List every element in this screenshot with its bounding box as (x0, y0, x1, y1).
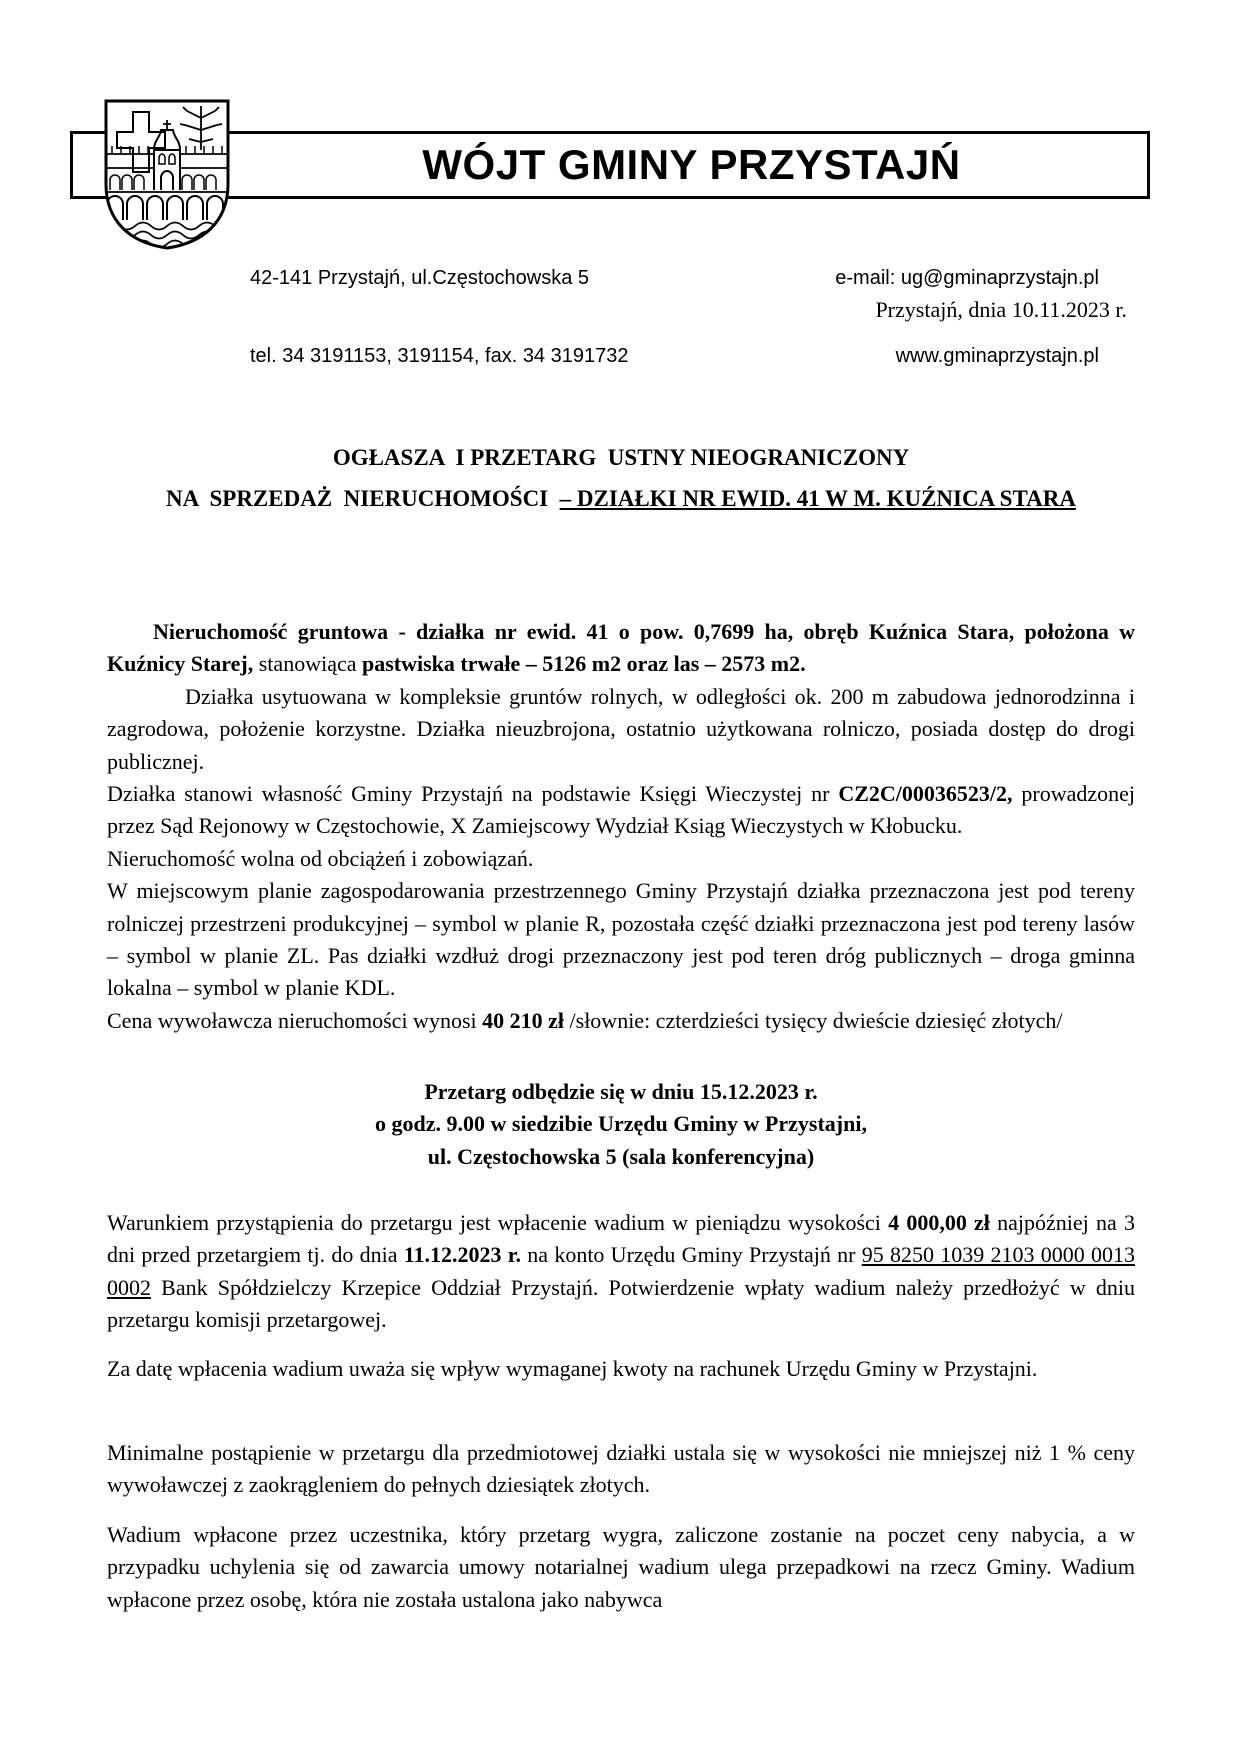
paragraph-zoning-plan: W miejscowym planie zagospodarowania przestrzennego Gminy Przystajń działka przeznaczona jest pod tereny rolniczej przestrzeni produkcyjnej – symbol w planie R, pozostała część działki przeznaczona jest pod tereny lasów – symbol w planie ZL. Pas działki wzdłuż drogi przeznaczony jest pod teren dróg publicznych – droga gminna lokalna – symbol w planie KDL. (107, 878, 1135, 1001)
address-block (250, 213, 628, 421)
auction-address-line: ul. Częstochowska 5 (sala konferencyjna) (427, 1143, 815, 1169)
auction-info-block (107, 1076, 1135, 1173)
land-register-number: CZ2C/00036523/2, (838, 781, 1013, 807)
paragraph-starting-price (107, 1005, 1135, 1037)
paragraph-deposit (107, 1207, 1135, 1337)
property-description-bold-1: Nieruchomość gruntowa - działka nr ewid. 41 o pow. 0,7699 ha, obręb Kuźnica Stara, położona w Kuźnicy Starej, (107, 619, 1135, 677)
paragraph-encumbrances: Nieruchomość wolna od obciążeń i zobowiązań. (107, 845, 534, 871)
deposit-pre: Warunkiem przystąpienia do przetargu jest wpłacenie wadium w pieniądzu wysokości (107, 1210, 889, 1235)
paragraph-deposit-date: Za datę wpłacenia wadium uważa się wpływ wymaganej kwoty na rachunek Urzędu Gminy w Przystajni. (107, 1356, 1038, 1381)
website-line: www.gminaprzystajn.pl (895, 345, 1099, 367)
property-description-normal: stanowiąca (253, 651, 362, 677)
ownership-post: prowadzonej przez Sąd Rejonowy w Częstochowie, X Zamiejscowy Wydział Ksiąg Wieczystych w Kłobucku. (107, 781, 1136, 839)
paragraph-location: Działka usytuowana w kompleksie gruntów rolnych, w odległości ok. 200 m zabudowa jednorodzinna i zagrodowa, położenie korzystne. Działka nieuzbrojona, ostatnio użytkowana rolniczo, posiada dostęp do drogi publicznej. (107, 683, 1135, 774)
address-line-2: tel. 34 3191153, 3191154, fax. 34 3191732 (250, 345, 629, 367)
property-description-bold-2: pastwiska trwałe – 5126 m2 oraz las – 2573 m2. (361, 651, 806, 677)
title-line-2 (107, 478, 1135, 519)
auction-time-place-line: o godz. 9.00 w siedzibie Urzędu Gminy w Przystajni, (375, 1111, 867, 1137)
body-block (107, 616, 1135, 1037)
paragraph-minimum-bid: Minimalne postąpienie w przetargu dla przedmiotowej działki ustala się w wysokości nie mniejszej niż 1 % ceny wywoławczej z zaokrągleniem do pełnych dziesiątek złotych. (107, 1440, 1135, 1498)
title-line-2-underlined: – DZIAŁKI NR EWID. 41 W M. KUŹNICA STARA (559, 486, 1076, 511)
paragraph-deposit-settlement: Wadium wpłacone przez uczestnika, który przetarg wygra, zaliczone zostanie na poczet ceny nabycia, a w przypadku uchylenia się od zawarcia umowy notarialnej wadium ulega przepadkowi na rzecz Gminy. Wadium wpłacone przez osobę, która nie została ustalona jako nabywca (107, 1522, 1135, 1612)
coat-of-arms (101, 94, 233, 254)
deposit-amount: 4 000,00 zł (888, 1210, 990, 1235)
price-post: /słownie: czterdzieści tysięcy dwieście dziesięć złotych/ (564, 1007, 1063, 1033)
auction-date-line: Przetarg odbędzie się w dniu 15.12.2023 r. (424, 1079, 818, 1104)
deposit-deadline: 11.12.2023 r. (403, 1242, 522, 1268)
org-title: WÓJT GMINY PRZYSTAJŃ (422, 141, 961, 188)
title-line-1: OGŁASZA I PRZETARG USTNY NIEOGRANICZONY (332, 445, 910, 470)
document-title (107, 437, 1135, 519)
deposit-mid-2: na konto Urzędu Gminy Przystajń nr (521, 1242, 862, 1268)
deposit-mid-1: najpóźniej na 3 dni przed przetargiem tj. do dnia (107, 1210, 1135, 1268)
paragraph-property-description (107, 616, 1135, 681)
deposit-post: Bank Spółdzielczy Krzepice Oddział Przystajń. Potwierdzenie wpłaty wadium należy przedłożyć w dniu przetargu komisji przetargowej. (107, 1274, 1135, 1333)
price-pre: Cena wywoławcza nieruchomości wynosi (107, 1007, 483, 1033)
title-line-2-prefix: NA SPRZEDAŻ NIERUCHOMOŚCI (166, 486, 560, 511)
starting-price-value: 40 210 zł (482, 1007, 565, 1033)
ownership-pre: Działka stanowi własność Gminy Przystajń na podstawie Księgi Wieczystej nr (107, 781, 839, 807)
bank-account-number: 95 8250 1039 2103 0000 0013 0002 (107, 1242, 1136, 1300)
paragraph-ownership (107, 778, 1135, 843)
email-line: e-mail: ug@gminaprzystajn.pl (835, 267, 1099, 289)
address-line-1: 42-141 Przystajń, ul.Częstochowska 5 (250, 267, 590, 289)
gmina-przystajn-crest-icon (101, 94, 233, 254)
date-line: Przystajń, dnia 10.11.2023 r. (875, 297, 1127, 322)
